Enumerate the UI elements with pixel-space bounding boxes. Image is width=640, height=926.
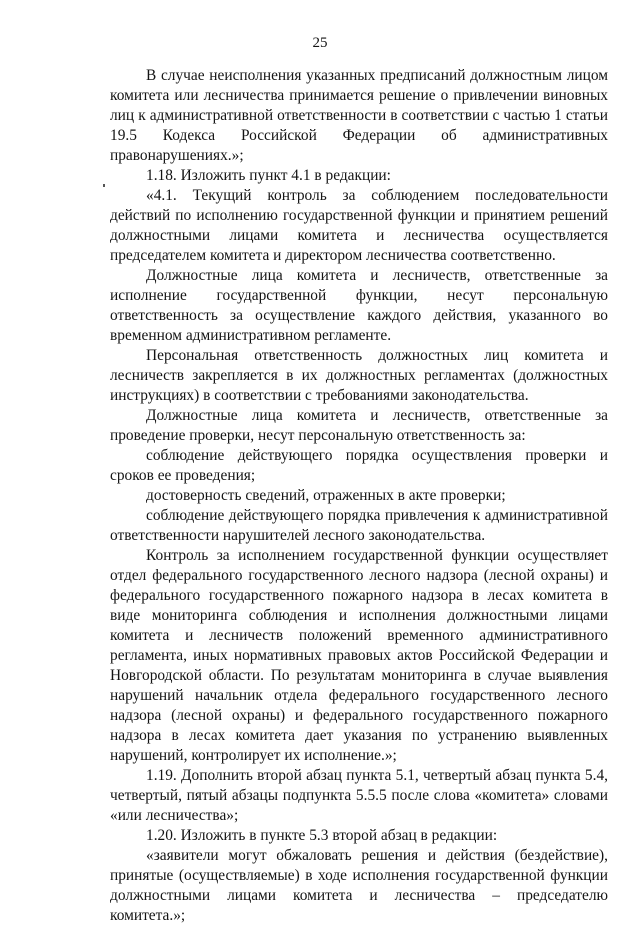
paragraph-inspection-officials: Должностные лица комитета и лесничеств, ответственные за проведение проверки, несут персональную ответственность за: (110, 407, 608, 444)
paragraph-inspection-procedure: соблюдение действующего порядка осуществления проверки и сроков ее проведения; (110, 447, 608, 484)
scan-mark (103, 184, 105, 187)
paragraph-amendment-1-19: 1.19. Дополнить второй абзац пункта 5.1, четвертый абзац пункта 5.4, четвертый, пятый абзацы подпункта 5.5.5 после слова «комитета» словами «или лесничества»; (110, 767, 608, 824)
paragraph-report-accuracy: достоверность сведений, отраженных в акте проверки; (146, 487, 506, 504)
paragraph-appeal-rights: «заявители могут обжаловать решения и действия (бездействие), принятые (осуществляемые) в ходе исполнения государственной функции должностными лицами комитета и лесничества – председателю комитета.»; (110, 847, 608, 924)
paragraph-job-regulations: Персональная ответственность должностных лиц комитета и лесничеств закрепляется в их должностных регламентах (должностных инструкциях) в соответствии с требованиями законодательства. (110, 347, 608, 404)
paragraph-liability-procedure: соблюдение действующего порядка привлечения к административной ответственности нарушителей лесного законодательства. (110, 507, 608, 544)
paragraph-penalty-decision: В случае неисполнения указанных предписаний должностным лицом комитета или лесничества принимается решение о привлечении виновных лиц к административной ответственности в соответствии с частью 1 статьи 19.5 Кодекса Российской Федерации об административных правонарушениях.»; (110, 67, 608, 164)
paragraph-amendment-1-18: 1.18. Изложить пункт 4.1 в редакции: (146, 167, 391, 184)
paragraph-monitoring-control: Контроль за исполнением государственной функции осуществляет отдел федерального государственного лесного надзора (лесной охраны) и федерального государственного пожарного надзора в лесах комитета в виде мониторинга соблюдения и исполнения должностными лицами комитета и лесничеств положений временного административного регламента, иных нормативных правовых актов Российской Федерации и Новгородской области. По результатам мониторинга в случае выявления нарушений начальник отдела федерального государственного лесного надзора (лесной охраны) и федерального государственного пожарного надзора в лесах комитета дает указания по устранению выявленных нарушений, контролирует их исполнение.»; (110, 547, 608, 764)
paragraph-personal-responsibility: Должностные лица комитета и лесничеств, ответственные за исполнение государственной функции, несут персональную ответственность за осуществление каждого действия, указанного во временном административном регламенте. (110, 267, 608, 344)
paragraph-clause-4-1: «4.1. Текущий контроль за соблюдением последовательности действий по исполнению государственной функции и принятием решений должностными лицами комитета и лесничества осуществляется председателем комитета и директором лесничества соответственно. (110, 187, 608, 264)
page-number: 25 (312, 35, 328, 51)
document-body (110, 66, 608, 926)
paragraph-amendment-1-20: 1.20. Изложить в пункте 5.3 второй абзац в редакции: (146, 827, 498, 844)
